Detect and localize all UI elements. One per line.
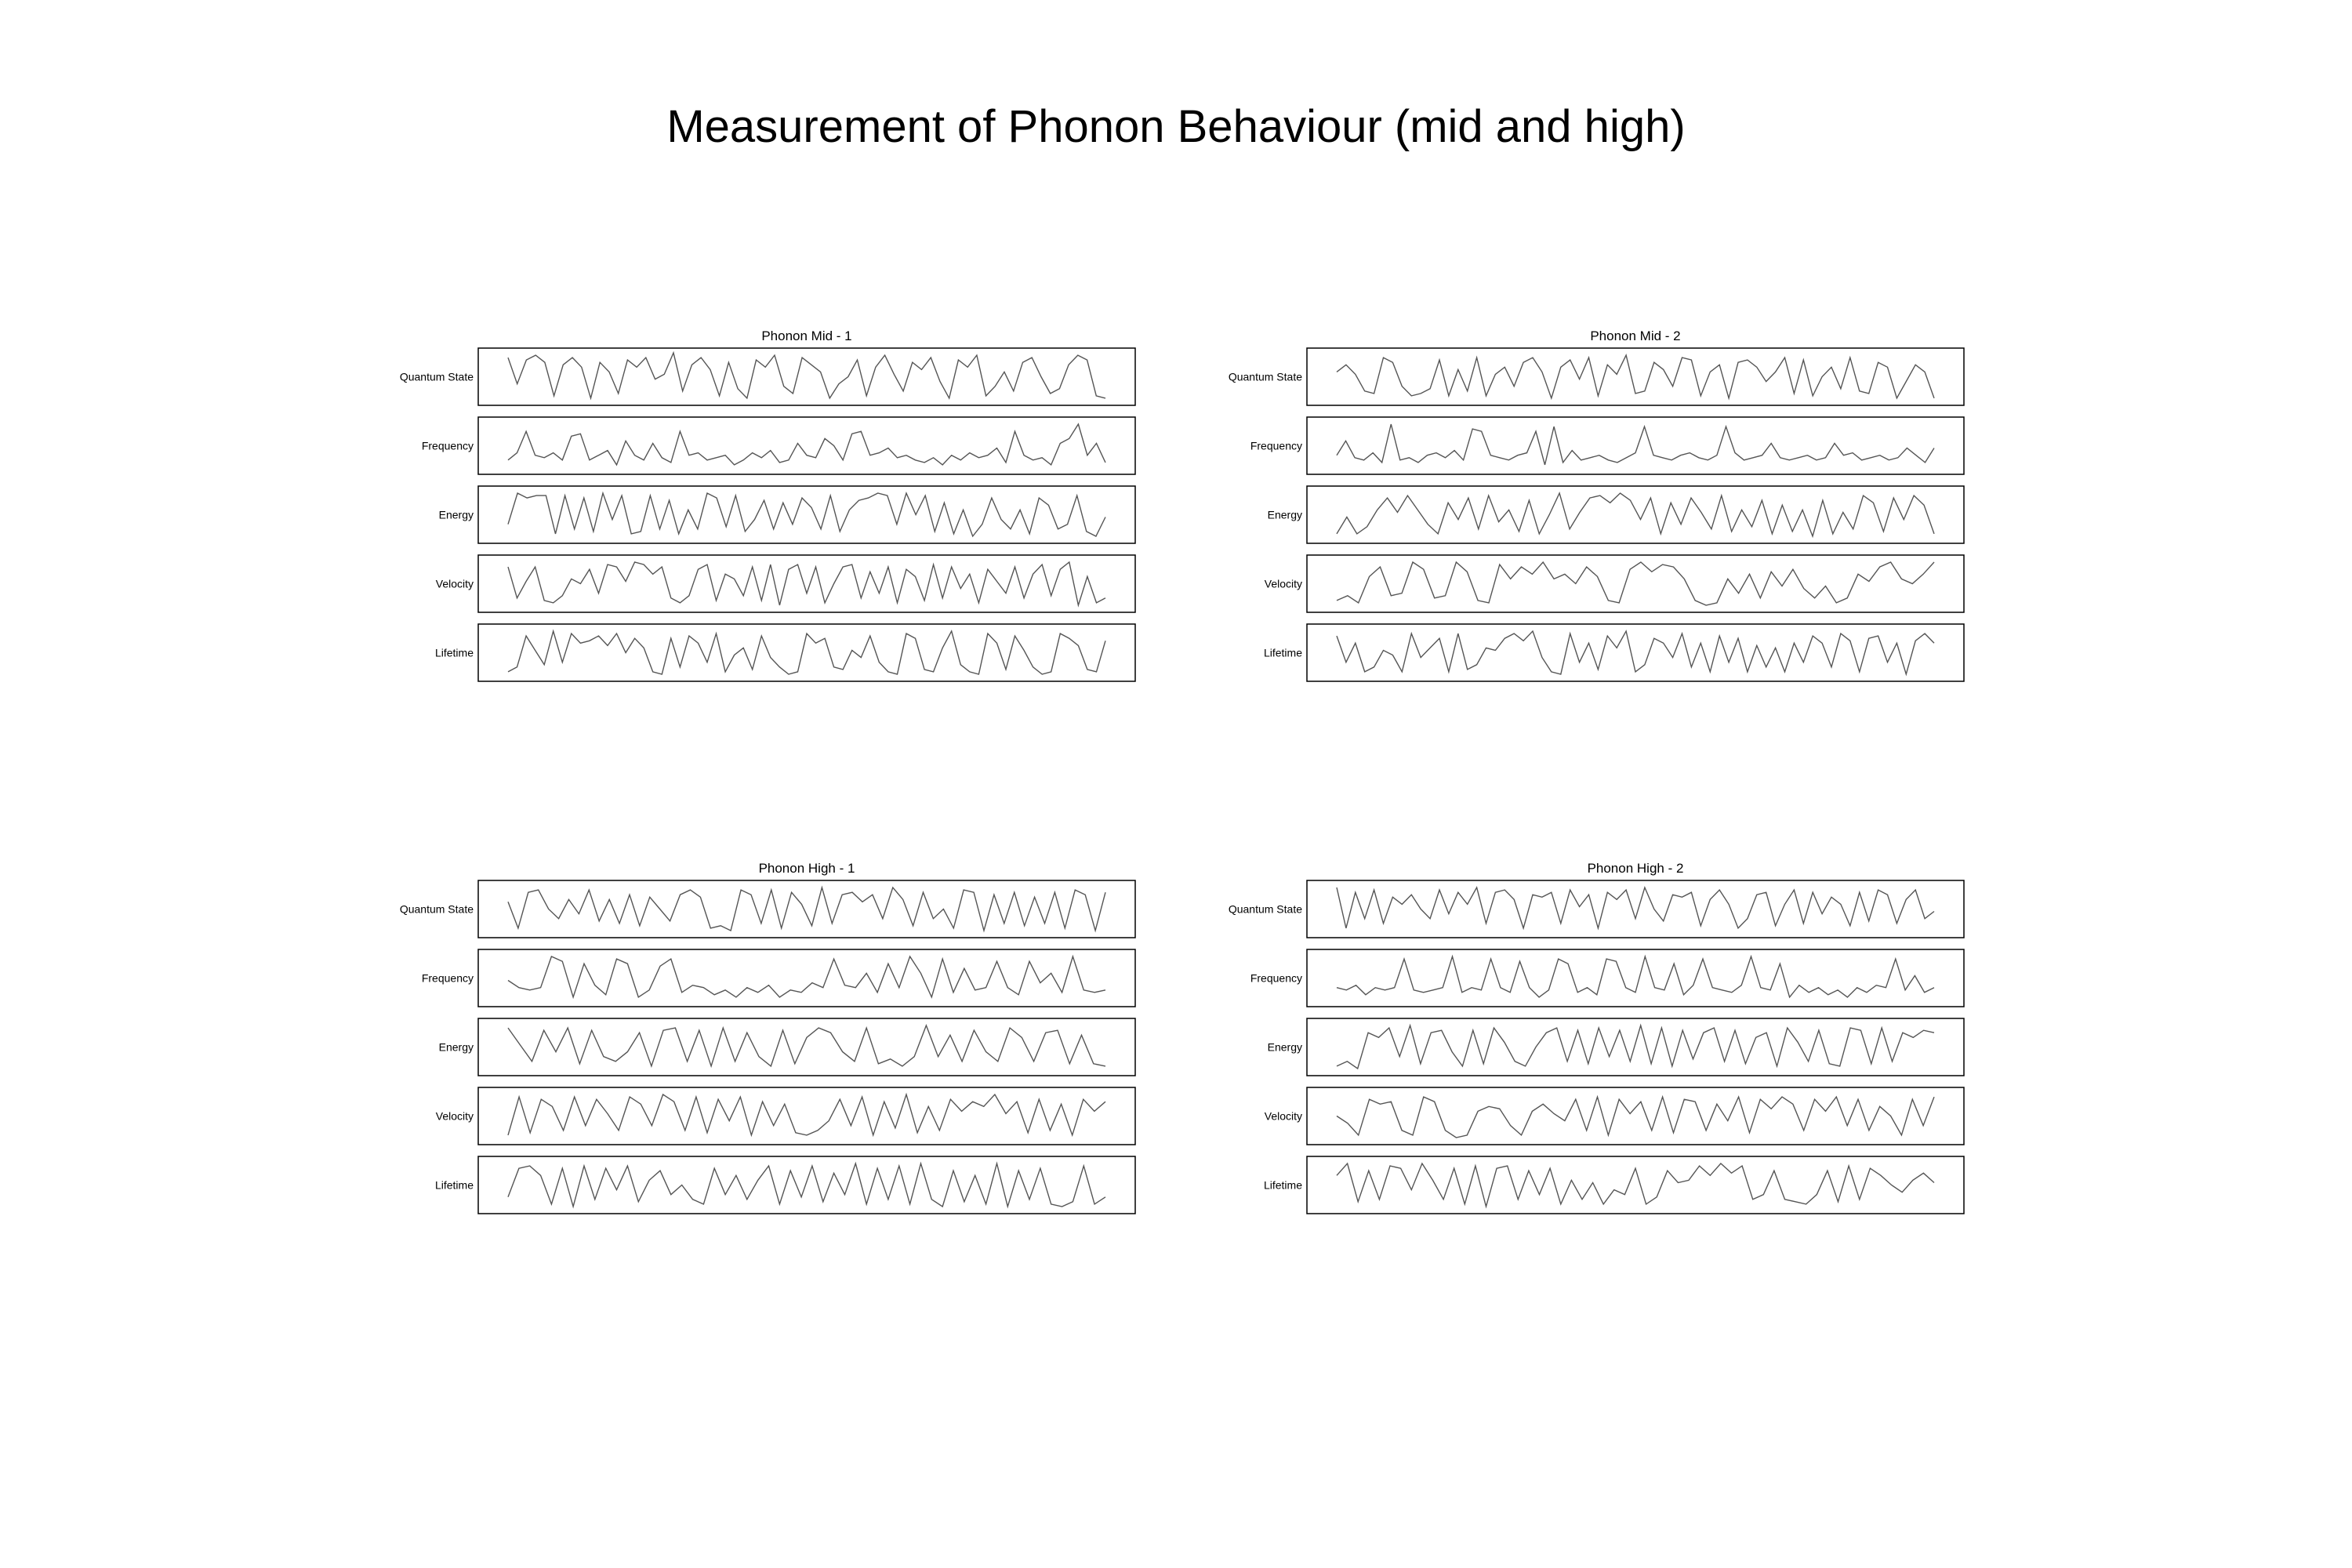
series-row: [1229, 880, 1964, 938]
series-row: [1229, 348, 1964, 405]
series-line: [1337, 424, 1934, 465]
series-line: [508, 1094, 1105, 1135]
plot-frame: [478, 1087, 1135, 1145]
series-label: Lifetime: [1263, 1178, 1302, 1192]
series-line: [508, 493, 1105, 536]
series-row: [1268, 1018, 1964, 1076]
series-row: [439, 1018, 1135, 1076]
series-line: [1337, 887, 1934, 928]
series-line: [508, 887, 1105, 931]
series-row: [1250, 417, 1964, 474]
series-line: [1337, 956, 1934, 997]
series-line: [1337, 1025, 1934, 1069]
series-line: [508, 1025, 1105, 1066]
series-line: [508, 353, 1105, 398]
series-label: Velocity: [435, 577, 474, 590]
plot-frame: [1307, 1156, 1964, 1214]
series-row: [436, 555, 1135, 612]
series-label: Velocity: [1264, 1109, 1302, 1123]
series-label: Quantum State: [1228, 370, 1302, 383]
plot-frame: [478, 486, 1135, 543]
series-line: [1337, 355, 1934, 398]
series-row: [1268, 486, 1964, 543]
plot-frame: [1307, 1087, 1964, 1145]
plot-frame: [478, 1018, 1135, 1076]
series-label: Energy: [1267, 508, 1302, 521]
subplot-1: [400, 328, 1135, 681]
series-row: [400, 880, 1135, 938]
plot-frame: [478, 1156, 1135, 1214]
series-line: [1337, 493, 1934, 536]
series-row: [1264, 1156, 1964, 1214]
series-line: [1337, 562, 1934, 605]
plot-frame: [478, 348, 1135, 405]
series-row: [422, 417, 1135, 474]
series-label: Frequency: [1250, 971, 1302, 985]
series-label: Lifetime: [434, 646, 474, 659]
series-line: [1337, 1163, 1934, 1207]
plot-frame: [1307, 949, 1964, 1007]
plot-frame: [478, 949, 1135, 1007]
series-line: [1337, 631, 1934, 674]
series-label: Velocity: [435, 1109, 474, 1123]
series-label: Quantum State: [399, 370, 474, 383]
series-row: [435, 1156, 1135, 1214]
series-label: Frequency: [421, 971, 474, 985]
series-label: Energy: [438, 1040, 474, 1054]
plot-frame: [478, 624, 1135, 681]
plot-frame: [1307, 417, 1964, 474]
subplot-title: Phonon Mid - 1: [761, 328, 852, 343]
subplot-title: Phonon High - 1: [758, 861, 855, 876]
series-row: [1265, 1087, 1964, 1145]
series-row: [436, 1087, 1135, 1145]
series-label: Energy: [1267, 1040, 1302, 1054]
series-label: Velocity: [1264, 577, 1302, 590]
series-row: [435, 624, 1135, 681]
subplot-4: [1229, 861, 1964, 1214]
series-label: Energy: [438, 508, 474, 521]
series-label: Frequency: [1250, 439, 1302, 452]
series-line: [508, 1163, 1105, 1207]
series-row: [422, 949, 1135, 1007]
series-row: [1250, 949, 1964, 1007]
series-label: Lifetime: [1263, 646, 1302, 659]
plot-frame: [1307, 486, 1964, 543]
subplot-title: Phonon High - 2: [1587, 861, 1684, 876]
series-label: Frequency: [421, 439, 474, 452]
plot-frame: [1307, 348, 1964, 405]
series-line: [508, 631, 1105, 674]
series-label: Lifetime: [434, 1178, 474, 1192]
series-line: [508, 562, 1105, 605]
plot-frame: [1307, 1018, 1964, 1076]
series-label: Quantum State: [399, 902, 474, 916]
series-line: [1337, 1097, 1934, 1138]
series-line: [508, 956, 1105, 997]
subplot-2: [1229, 328, 1964, 681]
series-line: [508, 424, 1105, 465]
series-row: [1265, 555, 1964, 612]
subplot-title: Phonon Mid - 2: [1590, 328, 1681, 343]
plot-frame: [478, 880, 1135, 938]
subplot-3: [400, 861, 1135, 1214]
series-row: [400, 348, 1135, 405]
plot-frame: [478, 417, 1135, 474]
series-row: [439, 486, 1135, 543]
plot-frame: [478, 555, 1135, 612]
series-label: Quantum State: [1228, 902, 1302, 916]
series-row: [1264, 624, 1964, 681]
page-title: Measurement of Phonon Behaviour (mid and high): [666, 101, 1686, 152]
